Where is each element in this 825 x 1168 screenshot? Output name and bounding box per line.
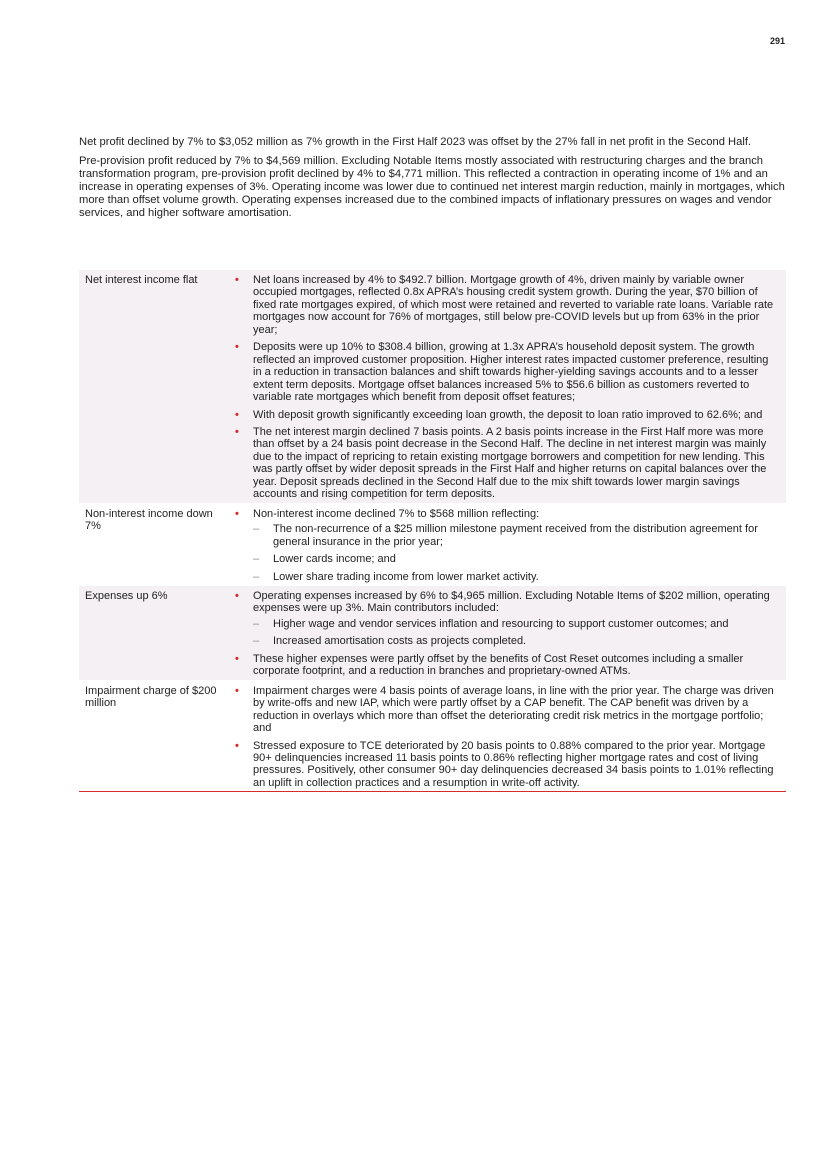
bullet-list bbox=[233, 508, 776, 583]
row-label: Non-interest income down 7% bbox=[79, 503, 233, 585]
bullet-text: Non-interest income declined 7% to $568 million reflecting: bbox=[253, 507, 540, 520]
sub-item: – Lower cards income; and bbox=[253, 553, 776, 565]
bullet-item: • Net loans increased by 4% to $492.7 billion. Mortgage growth of 4%, driven mainly by variable owner occupied mortgages, reflected 0.8x APRA’s housing credit system growth. During the year, $70 billion of fixed rate mortgages expired, of which most were retained and reverted to variable rate loans. Variable rate mortgages now account for 76% of mortgages, still below pre-COVID levels but up from 63% in the prior year; bbox=[233, 274, 776, 336]
row-label: Net interest income flat bbox=[79, 270, 233, 503]
bullet-list bbox=[233, 590, 776, 678]
sub-item: – Lower share trading income from lower market activity. bbox=[253, 571, 776, 583]
table-row bbox=[79, 270, 786, 503]
intro-section bbox=[79, 136, 789, 225]
bullet-text: Operating expenses increased by 6% to $4,965 million. Excluding Notable Items of $202 million, operating expenses were up 3%. Main contributors included: bbox=[253, 589, 770, 615]
performance-summary-table bbox=[79, 270, 786, 792]
sub-list bbox=[253, 523, 776, 583]
bullet-item: • The net interest margin declined 7 basis points. A 2 basis points increase in the First Half more was more than offset by a 24 basis point decrease in the Second Half. The decline in net interest margin was mainly due to the impact of repricing to retain existing mortgage borrowers and competition for new lending. This was partly offset by wider deposit spreads in the First Half and higher returns on capital balances over the year. Deposit spreads declined in the Second Half due to the mix shift towards lower margin savings accounts and rising competition for term deposits. bbox=[233, 426, 776, 501]
bullet-item: • These higher expenses were partly offset by the benefits of Cost Reset outcomes including a smaller corporate footprint, and a reduction in branches and proprietary-owned ATMs. bbox=[233, 653, 776, 678]
bullet-list bbox=[233, 274, 776, 501]
bullet-item: • Impairment charges were 4 basis points of average loans, in line with the prior year. The charge was driven by write-offs and new IAP, which were partly offset by a CAP benefit. The CAP benefit was driven by a reduction in overlays which more than offset the deteriorating credit risk metrics in the mortgage portfolio; and bbox=[233, 685, 776, 735]
intro-paragraph: Pre-provision profit reduced by 7% to $4,569 million. Excluding Notable Items mostly associated with restructuring charges and the branch transformation program, pre-provision profit declined by 4% to $4,771 million. This reflected a contraction in operating income of 1% and an increase in operating expenses of 3%. Operating income was lower due to continued net interest margin reduction, mainly in mortgages, which more than offset volume growth. Operating expenses increased due to the combined impacts of inflationary pressures on wages and vendor services, and higher software amortisation. bbox=[79, 154, 785, 219]
bullet-item bbox=[233, 508, 776, 583]
sub-item: – Higher wage and vendor services inflation and resourcing to support customer outcomes; and bbox=[253, 618, 776, 630]
intro-paragraph: Net profit declined by 7% to $3,052 million as 7% growth in the First Half 2023 was offset by the 27% fall in net profit in the Second Half. bbox=[79, 136, 752, 148]
sub-item: – Increased amortisation costs as projects completed. bbox=[253, 635, 776, 647]
table-row bbox=[79, 585, 786, 680]
bullet-list bbox=[233, 685, 776, 790]
row-label: Impairment charge of $200 million bbox=[79, 680, 233, 792]
page-number: 291 bbox=[769, 36, 785, 46]
table-row bbox=[79, 680, 786, 792]
sub-item: – The non-recurrence of a $25 million milestone payment received from the distribution agreement for general insurance in the prior year; bbox=[253, 523, 776, 548]
bullet-item: • Stressed exposure to TCE deteriorated by 20 basis points to 0.88% compared to the prior year. Mortgage 90+ delinquencies increased 11 basis points to 0.86% reflecting higher mortgage rates and cost of living pressures. Positively, other consumer 90+ day delinquencies decreased 34 basis points to 1.01% reflecting an uplift in collection practices and a resumption in write-off activity. bbox=[233, 740, 776, 790]
table-row bbox=[79, 503, 786, 585]
bullet-item: • With deposit growth significantly exceeding loan growth, the deposit to loan ratio improved to 62.6%; and bbox=[233, 409, 776, 421]
row-label: Expenses up 6% bbox=[79, 585, 233, 680]
bullet-item: • Deposits were up 10% to $308.4 billion, growing at 1.3x APRA’s household deposit system. The growth reflected an improved customer proposition. Higher interest rates impacted customer preference, resulting in a reduction in transaction balances and shift towards higher-yielding savings accounts and to a lesser extent term deposits. Mortgage offset balances increased 5% to $56.6 billion as customers reverted to variable rate mortgages which benefit from deposit offset features; bbox=[233, 341, 776, 403]
bullet-item bbox=[233, 590, 776, 648]
sub-list bbox=[253, 618, 776, 648]
